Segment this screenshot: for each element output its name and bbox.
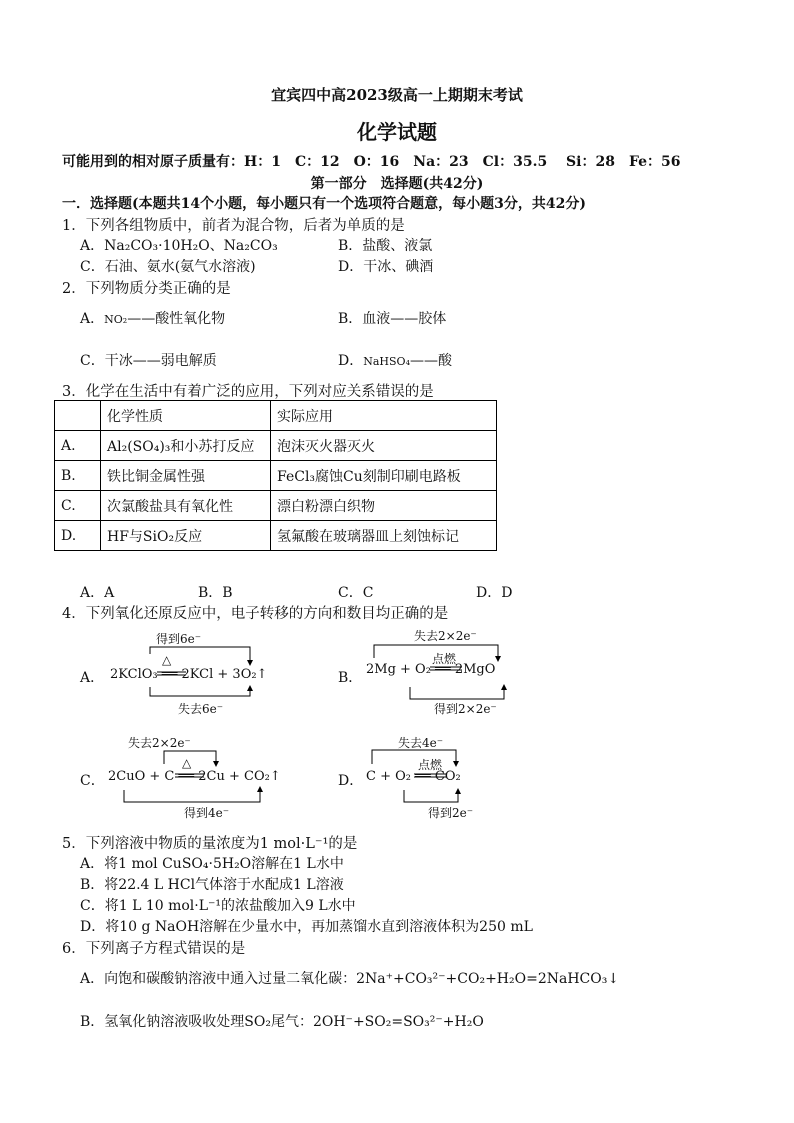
question-5-option-c: C．将1 L 10 mol·L⁻¹的浓盐酸加入9 L水中 bbox=[80, 898, 356, 914]
question-5-stem: 5．下列溶液中物质的量浓度为1 mol·L⁻¹的是 bbox=[62, 836, 358, 852]
electron-gain-label: 得到6e⁻ bbox=[156, 632, 202, 646]
question-6-option-b: B．氢氧化钠溶液吸收处理SO₂尾气：2OH⁻+SO₂=SO₃²⁻+H₂O bbox=[80, 1014, 484, 1030]
question-5-option-a: A．将1 mol CuSO₄·5H₂O溶解在1 L水中 bbox=[80, 856, 344, 872]
question-1-option-c: C．石油、氨水(氨气水溶液) bbox=[80, 259, 256, 275]
table-cell: A. bbox=[55, 431, 101, 461]
question-3-option-b: B．B bbox=[198, 585, 233, 601]
option-letter: B． bbox=[338, 670, 363, 686]
reaction-equation: 2Mg + O₂ ══ 2MgO bbox=[366, 662, 496, 677]
table-cell: 泡沫灭火器灭火 bbox=[271, 431, 497, 461]
question-3-stem: 3．化学在生活中有着广泛的应用，下列对应关系错误的是 bbox=[62, 384, 434, 400]
formula: NaHSO₄ bbox=[363, 355, 410, 368]
table-cell: 次氯酸盐具有氧化性 bbox=[101, 491, 271, 521]
table-row bbox=[55, 491, 497, 521]
option-letter: D． bbox=[338, 773, 364, 789]
atomic-masses: 可能用到的相对原子质量有：H：1 C：12 O：16 Na：23 Cl：35.5 Si：28 Fe：56 bbox=[62, 154, 681, 170]
option-letter: A． bbox=[80, 670, 105, 686]
question-3-option-c: C．C bbox=[338, 585, 374, 601]
heating-condition: △ bbox=[182, 756, 192, 770]
heating-condition: △ bbox=[162, 653, 172, 667]
question-1-option-b: B．盐酸、液氯 bbox=[338, 238, 433, 254]
question-2-option-a bbox=[80, 308, 225, 328]
question-6-option-a: A．向饱和碳酸钠溶液中通入过量二氧化碳：2Na⁺+CO₃²⁻+CO₂+H₂O=2NaHCO₃↓ bbox=[80, 971, 620, 987]
table-header-cell: 实际应用 bbox=[271, 401, 497, 431]
question-4-option-d bbox=[338, 734, 538, 824]
option-text: ——酸性氧化物 bbox=[127, 311, 226, 327]
reaction-equation: C + O₂ ══ CO₂ bbox=[366, 769, 461, 784]
question-4-option-a bbox=[80, 630, 363, 720]
table-header-row bbox=[55, 401, 497, 431]
question-5-option-d: D．将10 g NaOH溶解在少量水中，再加蒸馏水直到溶液体积为250 mL bbox=[80, 919, 533, 935]
table-row bbox=[55, 431, 497, 461]
section-heading: 一．选择题(本题共14个小题，每小题只有一个选项符合题意，每小题3分，共42分) bbox=[62, 196, 586, 212]
question-3-table bbox=[54, 400, 497, 551]
option-text: ——酸 bbox=[409, 353, 452, 369]
option-letter: C． bbox=[80, 773, 105, 789]
exam-title: 宜宾四中高2023级高一上期期末考试 bbox=[271, 86, 523, 104]
ignition-condition: 点燃 bbox=[418, 758, 443, 772]
table-header-cell: 化学性质 bbox=[101, 401, 271, 431]
table-cell: B. bbox=[55, 461, 101, 491]
question-4-option-b bbox=[338, 627, 618, 719]
electron-loss-label: 失去2×2e⁻ bbox=[128, 736, 191, 750]
table-row bbox=[55, 521, 497, 551]
question-4-option-c bbox=[80, 734, 360, 824]
electron-loss-label: 失去4e⁻ bbox=[398, 736, 444, 750]
reaction-equation: 2CuO + C ══ 2Cu + CO₂↑ bbox=[108, 769, 281, 784]
question-4-stem: 4．下列氧化还原反应中，电子转移的方向和数目均正确的是 bbox=[62, 606, 449, 622]
question-2-option-d bbox=[338, 350, 452, 370]
reaction-equation: 2KClO₃ ══ 2KCl + 3O₂↑ bbox=[110, 667, 268, 682]
subject-title: 化学试题 bbox=[357, 120, 437, 144]
option-letter: A． bbox=[80, 311, 105, 327]
electron-gain-label: 得到2×2e⁻ bbox=[434, 702, 497, 716]
table-cell: FeCl₃腐蚀Cu刻制印刷电路板 bbox=[271, 461, 497, 491]
table-header-cell bbox=[55, 401, 101, 431]
question-3-option-a: A．A bbox=[80, 585, 115, 601]
ignition-condition: 点燃 bbox=[432, 652, 457, 666]
question-3-option-d: D．D bbox=[476, 585, 513, 601]
table-cell: D. bbox=[55, 521, 101, 551]
question-1-option-d: D．干冰、碘酒 bbox=[338, 259, 434, 275]
question-2-option-b: B．血液——胶体 bbox=[338, 311, 447, 327]
question-2-stem: 2．下列物质分类正确的是 bbox=[62, 281, 231, 297]
question-1-stem: 1．下列各组物质中，前者为混合物，后者为单质的是 bbox=[62, 218, 405, 234]
table-cell: 氢氟酸在玻璃器皿上刻蚀标记 bbox=[271, 521, 497, 551]
electron-gain-label: 得到2e⁻ bbox=[428, 806, 474, 820]
table-row bbox=[55, 461, 497, 491]
table-cell: 铁比铜金属性强 bbox=[101, 461, 271, 491]
question-6-stem: 6．下列离子方程式错误的是 bbox=[62, 941, 246, 957]
electron-gain-label: 得到4e⁻ bbox=[184, 806, 230, 820]
table-cell: HF与SiO₂反应 bbox=[101, 521, 271, 551]
table-cell: Al₂(SO₄)₃和小苏打反应 bbox=[101, 431, 271, 461]
formula: NO₂ bbox=[104, 313, 128, 326]
question-1-option-a: A．Na₂CO₃·10H₂O、Na₂CO₃ bbox=[80, 238, 278, 254]
table-cell: C. bbox=[55, 491, 101, 521]
option-letter: D． bbox=[338, 353, 364, 369]
electron-loss-label: 失去6e⁻ bbox=[178, 702, 224, 716]
question-2-option-c: C．干冰——弱电解质 bbox=[80, 353, 217, 369]
question-5-option-b: B．将22.4 L HCl气体溶于水配成1 L溶液 bbox=[80, 877, 344, 893]
part-heading: 第一部分 选择题(共42分) bbox=[310, 176, 484, 192]
table-cell: 漂白粉漂白织物 bbox=[271, 491, 497, 521]
electron-loss-label: 失去2×2e⁻ bbox=[414, 629, 477, 643]
